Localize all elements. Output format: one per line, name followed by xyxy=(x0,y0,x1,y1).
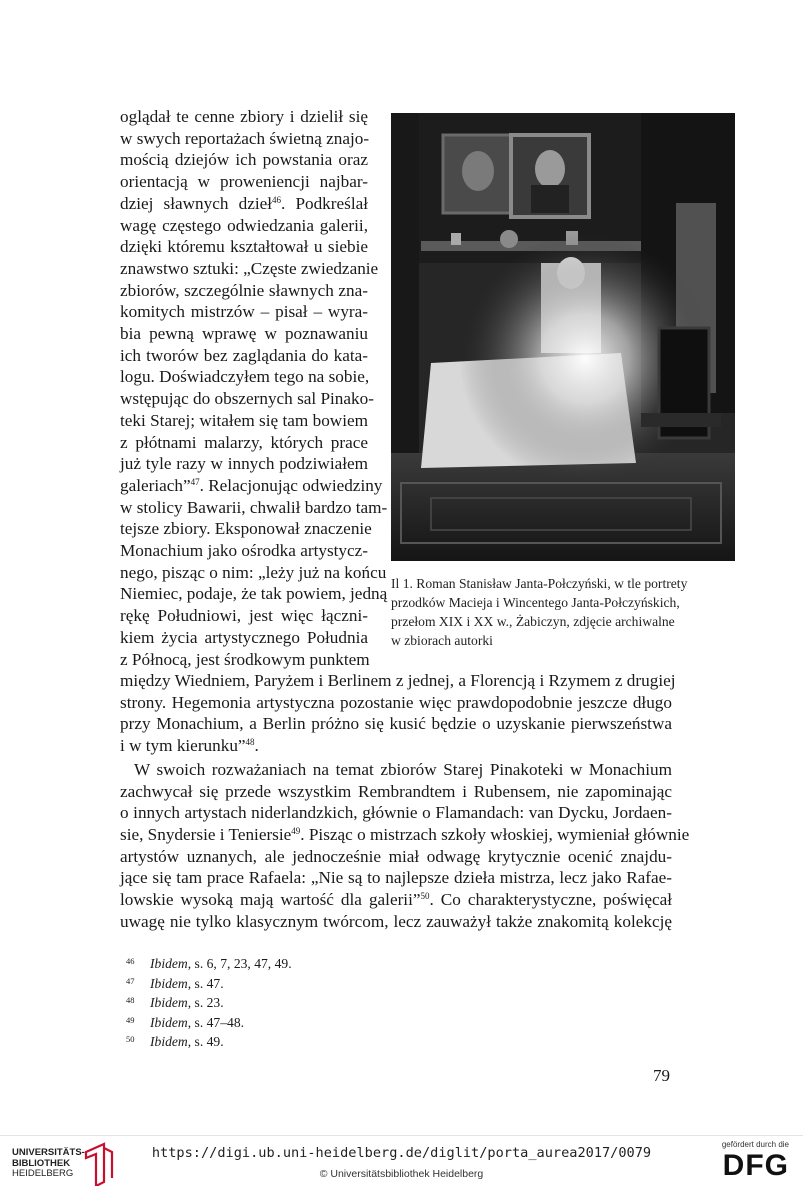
text-line: wagę częstego odwiedzania galerii, xyxy=(120,215,368,235)
footnote: 50 Ibidem, s. 49. xyxy=(126,1034,224,1049)
figure-caption xyxy=(391,574,736,650)
text-line: o innych artystach niderlandzkich, głównie o Flamandach: van Dycku, Jordaen- xyxy=(120,803,672,823)
text-line: komitych mistrzów – pisał – wyra- xyxy=(120,302,368,322)
text-line: znawstwo sztuki: „Częste zwiedzanie xyxy=(120,258,379,278)
text-line: logu. Doświadczyłem tego na sobie, xyxy=(120,367,370,387)
text-line: nego, pisząc o nim: „leży już na końcu xyxy=(120,562,387,582)
body-text-full xyxy=(120,670,690,932)
text-line: bia pewną wprawę w poznawaniu xyxy=(120,324,368,344)
library-logo-text[interactable]: UNIVERSITÄTS- BIBLIOTHEK HEIDELBERG xyxy=(12,1147,85,1179)
footer-bar xyxy=(0,1135,803,1192)
text-line: oglądał te cenne zbiory i dzielił się xyxy=(120,107,368,126)
text-line: z Północą, jest środkowym punktem xyxy=(120,649,370,669)
paragraph xyxy=(120,759,690,933)
footnote-ref[interactable]: 47 xyxy=(190,476,200,487)
caption-line: Il 1. Roman Stanisław Janta-Połczyński, w tle portrety xyxy=(391,576,688,591)
text-line: z płótnami malarzy, których prace xyxy=(120,432,368,452)
dfg-logo[interactable]: DFG xyxy=(722,1149,789,1182)
footnote: 46 Ibidem, s. 6, 7, 23, 47, 49. xyxy=(126,956,292,971)
caption-line: przełom XIX i XX w., Żabiczyn, zdjęcie archiwalne xyxy=(391,614,675,629)
photo-illustration xyxy=(391,113,735,561)
text-line: dzięki któremu kształtował u siebie xyxy=(120,237,368,257)
text-line: między Wiedniem, Paryżem i Berlinem z jednej, a Florencją i Rzymem z drugiej xyxy=(120,671,676,690)
text-line: Monachium jako ośrodka artystycz- xyxy=(120,541,368,561)
footnote-ref[interactable]: 48 xyxy=(245,737,255,748)
text-line: Niemiec, podaje, że tak powiem, jedną xyxy=(120,584,388,604)
footnote-ref[interactable]: 49 xyxy=(291,825,301,836)
text-line: strony. Hegemonia artystyczna pozostanie więc prawdopodobnie jeszcze długo xyxy=(120,692,672,712)
funding-note: gefördert durch die xyxy=(721,1140,789,1149)
text-line: w stolicy Bawarii, chwalił bardzo tam- xyxy=(120,497,388,517)
footnote-ref[interactable]: 50 xyxy=(420,891,430,902)
text-line: w swych reportażach świetną znajo- xyxy=(120,128,370,148)
archival-photograph xyxy=(391,113,735,561)
text-line: galeriach”$^{47}$. Relacjonując odwiedziny xyxy=(120,475,383,495)
text-line: jące się tam prace Rafaela: „Nie są to najlepsze dzieła mistrza, lecz jako Rafae- xyxy=(120,868,672,888)
text-line: kiem życia artystycznego Południa xyxy=(120,627,368,647)
caption-line: w zbiorach autorki xyxy=(391,633,493,648)
footnote-ref[interactable]: 46 xyxy=(272,194,281,205)
text-line: i w tym kierunku”$^{48}$. xyxy=(120,736,259,756)
text-line: W swoich rozważaniach na temat zbiorów Starej Pinakoteki w Monachium xyxy=(134,759,672,779)
text-line: już tyle razy w innych podziwiałem xyxy=(120,454,368,474)
text-line: mością dziejów ich powstania oraz xyxy=(120,150,368,170)
text-line: przy Monachium, a Berlin próżno się kusić będzie o uzyskanie pierwszeństwa xyxy=(120,714,672,734)
text-line: dziej sławnych dzieł$^{46}$. Podkreślał xyxy=(120,193,368,213)
text-line: wstępując do obszernych sal Pinako- xyxy=(120,389,374,409)
document-url[interactable]: https://digi.ub.uni-heidelberg.de/diglit/porta_aurea2017/0079 xyxy=(151,1145,652,1161)
text-line: tejsze zbiory. Eksponował znaczenie xyxy=(120,519,372,539)
text-line: sie, Snydersie i Teniersie$^{49}$. Pisząc o mistrzach szkoły włoskiej, wymieniał głównie xyxy=(120,824,690,844)
caption-line: przodków Macieja i Wincentego Janta-Połczyńskich, xyxy=(391,595,680,610)
copyright-text: © Universitätsbibliothek Heidelberg xyxy=(319,1168,484,1180)
footnote: 48 Ibidem, s. 23. xyxy=(126,995,224,1010)
text-line: teki Starej; witałem się tam bowiem xyxy=(120,410,368,430)
footnotes xyxy=(126,953,526,1051)
footnote: 47 Ibidem, s. 47. xyxy=(126,975,224,991)
body-text-wrapped xyxy=(120,106,388,670)
text-line: zachwycał się przede wszystkim Rembrandtem i Rubensem, nie zapominając xyxy=(120,781,672,801)
page-number: 79 xyxy=(653,1066,670,1085)
text-line: lowskie wysoką mają wartość dla galerii”$^{50}$. Co charakterystyczne, poświęcał xyxy=(120,890,672,910)
text-line: orientacją w proweniencji najbar- xyxy=(120,172,368,192)
text-line: uwagę nie tylko klasycznym twórcom, lecz zauważył także znakomitą kolekcję xyxy=(120,911,672,931)
text-line: ich tworów bez zaglądania do kata- xyxy=(120,345,368,365)
text-line: rękę Południowi, jest więc łączni- xyxy=(120,606,368,626)
text-line: zbiorów, szczególnie sławnych zna- xyxy=(120,280,368,300)
text-line: artystów uznanych, ale jednocześnie miał odwagę krytycznie ocenić znajdu- xyxy=(120,846,672,866)
footnote: 49 Ibidem, s. 47–48. xyxy=(126,1014,245,1030)
